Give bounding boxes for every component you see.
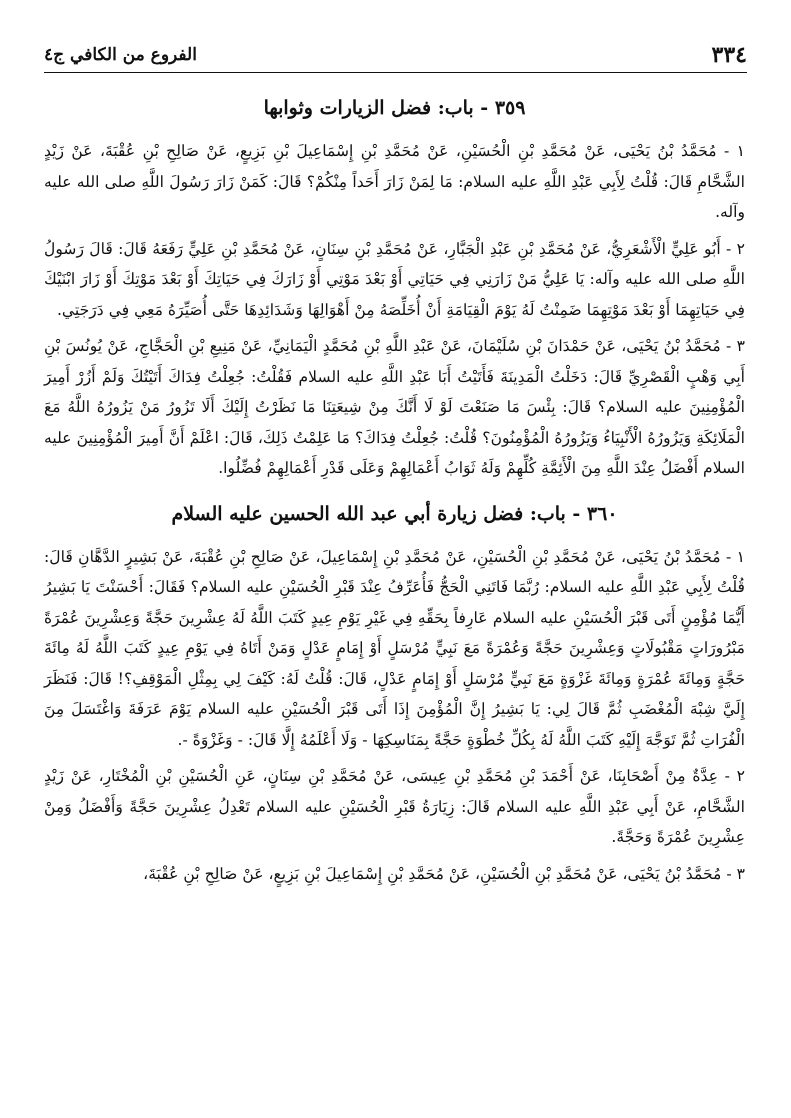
chapter-title: ٣٦٠ - باب: فضل زيارة أبي عبد الله الحسين عليه السلام [171, 502, 618, 525]
hadith-paragraph: ١ - مُحَمَّدُ بْنُ يَحْيَى، عَنْ مُحَمَّدِ بْنِ الْحُسَيْنِ، عَنْ مُحَمَّدِ بْنِ إِسْمَاعِيلَ بْنِ بَزِيعٍ، عَنْ صَالِحِ بْنِ عُقْبَةَ، عَنْ زَيْدٍ الشَّحَّامِ قَالَ: قُلْتُ لِأَبِي عَبْدِ اللَّهِ عليه السلام: مَا لِمَنْ زَارَ أَحَداً مِنْكُمْ؟ قَالَ: كَمَنْ زَارَ رَسُولَ اللَّهِ صلى الله عليه وآله. [44, 142, 745, 221]
header-divider [44, 72, 747, 73]
page-body [44, 88, 745, 895]
chapter-title: ٣٥٩ - باب: فضل الزيارات وثوابها [263, 97, 526, 119]
hadith-paragraph: ٣ - مُحَمَّدُ بْنُ يَحْيَى، عَنْ مُحَمَّدِ بْنِ الْحُسَيْنِ، عَنْ مُحَمَّدِ بْنِ إِسْمَاعِيلَ بْنِ بَزِيعٍ، عَنْ صَالِحِ بْنِ عُقْبَةَ، [143, 864, 745, 883]
hadith-paragraph: ٢ - أَبُو عَلِيٍّ الْأَشْعَرِيُّ، عَنْ مُحَمَّدِ بْنِ عَبْدِ الْجَبَّارِ، عَنْ مُحَمَّدِ بْنِ سِنَانٍ، عَنْ مُحَمَّدِ بْنِ عَلِيٍّ رَفَعَهُ قَالَ: قَالَ رَسُولُ اللَّهِ صلى الله عليه وآله: يَا عَلِيُّ مَنْ زَارَنِي فِي حَيَاتِي أَوْ بَعْدَ مَوْتِي أَوْ زَارَكَ فِي حَيَاتِكَ أَوْ بَعْدَ مَوْتِكَ أَوْ زَارَ ابْنَيْكَ فِي حَيَاتِهِمَا أَوْ بَعْدَ مَوْتِهِمَا ضَمِنْتُ لَهُ يَوْمَ الْقِيَامَةِ أَنْ أُخَلِّصَهُ مِنْ أَهْوَالِهَا وَشَدَائِدِهَا حَتَّى أُصَيِّرَهُ مَعِي فِي دَرَجَتِي. [44, 239, 745, 319]
hadith-paragraph: ٢ - عِدَّةٌ مِنْ أَصْحَابِنَا، عَنْ أَحْمَدَ بْنِ مُحَمَّدِ بْنِ عِيسَى، عَنْ مُحَمَّدِ بْنِ سِنَانٍ، عَنِ الْحُسَيْنِ بْنِ الْمُخْتَارِ، عَنْ زَيْدٍ الشَّحَّامِ، عَنْ أَبِي عَبْدِ اللَّهِ عليه السلام قَالَ: زِيَارَةُ قَبْرِ الْحُسَيْنِ عليه السلام تَعْدِلُ عِشْرِينَ حَجَّةً وَأَفْضَلُ وَمِنْ عِشْرِينَ عُمْرَةً وَحَجَّةً. [44, 767, 745, 846]
hadith-paragraph: ١ - مُحَمَّدُ بْنُ يَحْيَى، عَنْ مُحَمَّدِ بْنِ الْحُسَيْنِ، عَنْ مُحَمَّدِ بْنِ إِسْمَاعِيلَ، عَنْ صَالِحِ بْنِ عُقْبَةَ، عَنْ بَشِيرٍ الدَّهَّانِ قَالَ: قُلْتُ لِأَبِي عَبْدِ اللَّهِ عليه السلام: رُبَّمَا فَاتَنِي الْحَجُّ فَأُعَرِّفُ عِنْدَ قَبْرِ الْحُسَيْنِ عليه السلام؟ فَقَالَ: أَحْسَنْتَ يَا بَشِيرُ أَيُّمَا مُؤْمِنٍ أَتَى قَبْرَ الْحُسَيْنِ عليه السلام عَارِفاً بِحَقِّهِ فِي غَيْرِ يَوْمِ عِيدٍ كَتَبَ اللَّهُ لَهُ عِشْرِينَ حَجَّةً وَعِشْرِينَ عُمْرَةً مَبْرُورَاتٍ مَقْبُولَاتٍ وَعِشْرِينَ حَجَّةً وَعُمْرَةً مَعَ نَبِيٍّ مُرْسَلٍ أَوْ إِمَامٍ عَدْلٍ وَمَنْ أَتَاهُ فِي يَوْمِ عِيدٍ كَتَبَ اللَّهُ لَهُ مِائَةَ حَجَّةٍ وَمِائَةَ عُمْرَةٍ وَمِائَةَ غَزْوَةٍ مَعَ نَبِيٍّ مُرْسَلٍ أَوْ إِمَامٍ عَدْلٍ، قَالَ: قُلْتُ لَهُ: كَيْفَ لِي بِمِثْلِ الْمَوْقِفِ؟! قَالَ: فَنَظَرَ إِلَيَّ شِبْهَ الْمُغْضَبِ ثُمَّ قَالَ لِي: يَا بَشِيرُ إِنَّ الْمُؤْمِنَ إِذَا أَتَى قَبْرَ الْحُسَيْنِ عليه السلام يَوْمَ عَرَفَةَ وَاغْتَسَلَ مِنَ الْفُرَاتِ ثُمَّ تَوَجَّهَ إِلَيْهِ كَتَبَ اللَّهُ لَهُ بِكُلِّ خُطْوَةٍ حَجَّةً بِمَنَاسِكِهَا - وَلَا أَعْلَمُهُ إِلَّا قَالَ: - وَغَزْوَةً -. [44, 547, 745, 749]
hadith-paragraph: ٣ - مُحَمَّدُ بْنُ يَحْيَى، عَنْ حَمْدَانَ بْنِ سُلَيْمَانَ، عَنْ عَبْدِ اللَّهِ بْنِ مُحَمَّدٍ الْيَمَانِيِّ، عَنْ مَنِيعِ بْنِ الْحَجَّاجِ، عَنْ يُونُسَ بْنِ أَبِي وَهْبٍ الْقَصْرِيِّ قَالَ: دَخَلْتُ الْمَدِينَةَ فَأَتَيْتُ أَبَا عَبْدِ اللَّهِ عليه السلام فَقُلْتُ: جُعِلْتُ فِدَاكَ أَتَيْتُكَ وَلَمْ أَزُرْ أَمِيرَ الْمُؤْمِنِينَ عليه السلام؟ قَالَ: بِئْسَ مَا صَنَعْتَ لَوْ لَا أَنَّكَ مِنْ شِيعَتِنَا مَا نَظَرْتُ إِلَيْكَ أَلَا تَزُورُ مَنْ يَزُورُهُ اللَّهُ مَعَ الْمَلَائِكَةِ وَيَزُورُهُ الْأَنْبِيَاءُ وَيَزُورُهُ الْمُؤْمِنُونَ؟ قُلْتُ: جُعِلْتُ فِدَاكَ؟ مَا عَلِمْتُ ذَلِكَ، قَالَ: اعْلَمْ أَنَّ أَمِيرَ الْمُؤْمِنِينَ عليه السلام أَفْضَلُ عِنْدَ اللَّهِ مِنَ الْأَئِمَّةِ كُلِّهِمْ وَلَهُ ثَوَابُ أَعْمَالِهِمْ وَعَلَى قَدْرِ أَعْمَالِهِمْ فُضِّلُوا. [44, 337, 745, 477]
page-header [44, 40, 747, 70]
page-number: ٣٣٤ [711, 42, 747, 68]
book-title: الفروع من الكافي ج٤ [44, 45, 197, 65]
